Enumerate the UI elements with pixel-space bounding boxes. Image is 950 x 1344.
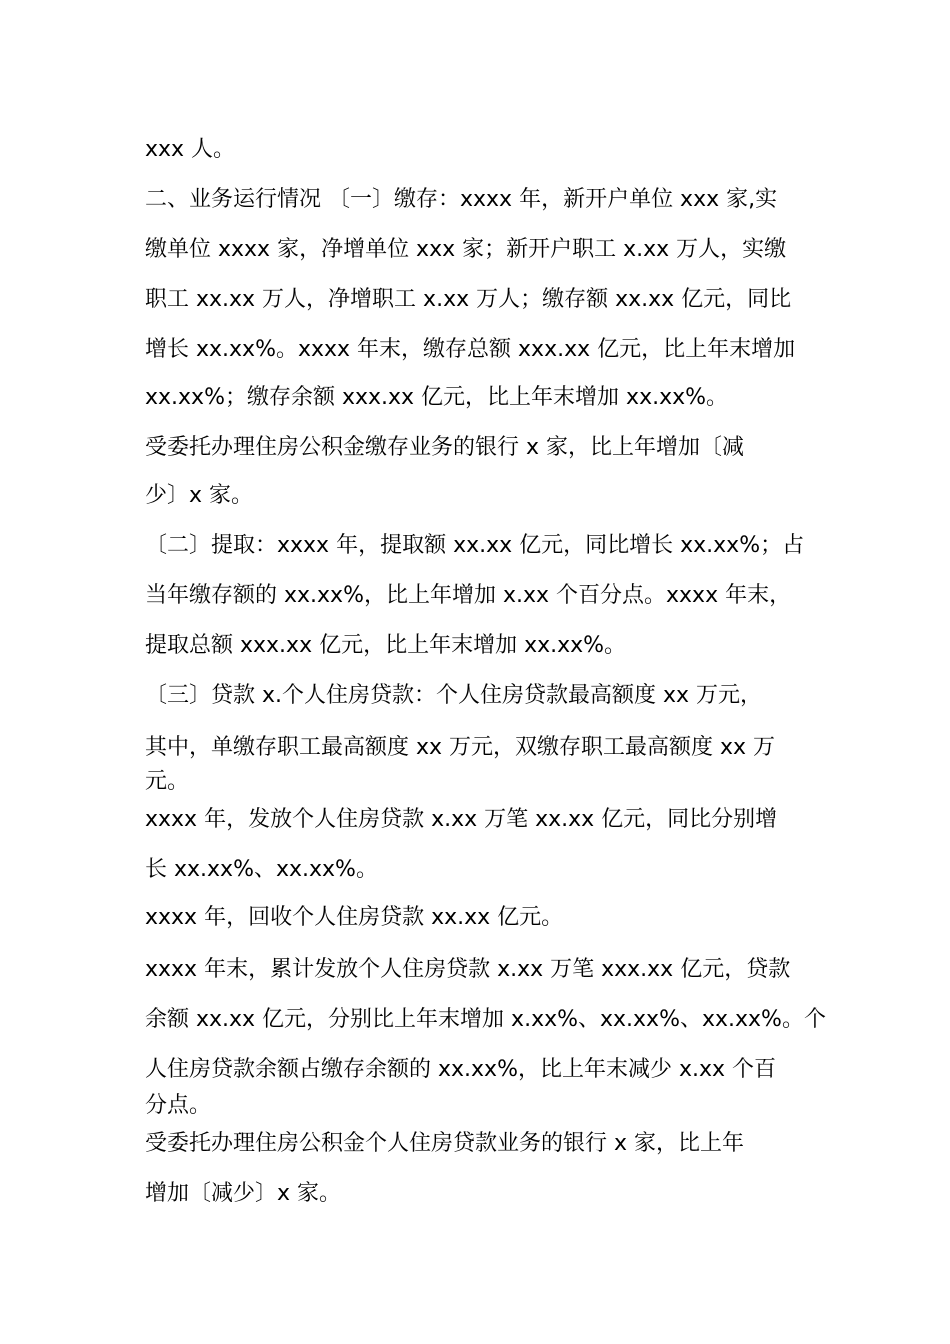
text-line: 〔二〕提取：xxxx 年，提取额 xx.xx 亿元，同比增长 xx.xx%；占	[145, 533, 805, 558]
text-line: 当年缴存额的 xx.xx%，比上年增加 x.xx 个百分点。xxxx 年末，	[145, 583, 792, 608]
text-line: 受委托办理住房公积金个人住房贷款业务的银行 x 家，比上年	[145, 1131, 745, 1156]
text-line: 提取总额 xxx.xx 亿元，比上年末增加 xx.xx%。	[145, 633, 627, 658]
text-line: 长 xx.xx%、xx.xx%。	[145, 857, 378, 882]
text-line: 其中，单缴存职工最高额度 xx 万元，双缴存职工最高额度 xx 万	[145, 735, 776, 760]
text-line: 职工 xx.xx 万人，净增职工 x.xx 万人；缴存额 xx.xx 亿元，同比	[145, 287, 792, 312]
text-line: 人住房贷款余额占缴存余额的 xx.xx%，比上年末减少 x.xx 个百	[145, 1057, 777, 1082]
text-line: 余额 xx.xx 亿元，分别比上年末增加 x.xx%、xx.xx%、xx.xx%。个	[145, 1007, 826, 1032]
text-line: xxx 人。	[145, 137, 236, 162]
text-line: 增加〔减少〕x 家。	[145, 1181, 342, 1206]
text-line: 〔三〕贷款 x.个人住房贷款：个人住房贷款最高额度 xx 万元，	[145, 683, 763, 708]
text-line: xxxx 年末，累计发放个人住房贷款 x.xx 万笔 xxx.xx 亿元，贷款	[145, 957, 791, 982]
text-line: 二、业务运行情况 〔一〕缴存：xxxx 年，新开户单位 xxx 家,实	[145, 187, 778, 212]
text-line: 元。	[145, 769, 190, 794]
text-line: 增长 xx.xx%。xxxx 年末，缴存总额 xxx.xx 亿元，比上年末增加	[145, 337, 796, 362]
text-line: 缴单位 xxxx 家，净增单位 xxx 家；新开户职工 x.xx 万人，实缴	[145, 237, 787, 262]
text-line: xx.xx%；缴存余额 xxx.xx 亿元，比上年末增加 xx.xx%。	[145, 385, 729, 410]
text-line: xxxx 年，发放个人住房贷款 x.xx 万笔 xx.xx 亿元，同比分别增	[145, 807, 778, 832]
text-line: xxxx 年，回收个人住房贷款 xx.xx 亿元。	[145, 905, 564, 930]
text-line: 受委托办理住房公积金缴存业务的银行 x 家，比上年增加〔减	[145, 435, 745, 460]
text-line: 少〕x 家。	[145, 483, 254, 508]
text-line: 分点。	[145, 1093, 212, 1118]
